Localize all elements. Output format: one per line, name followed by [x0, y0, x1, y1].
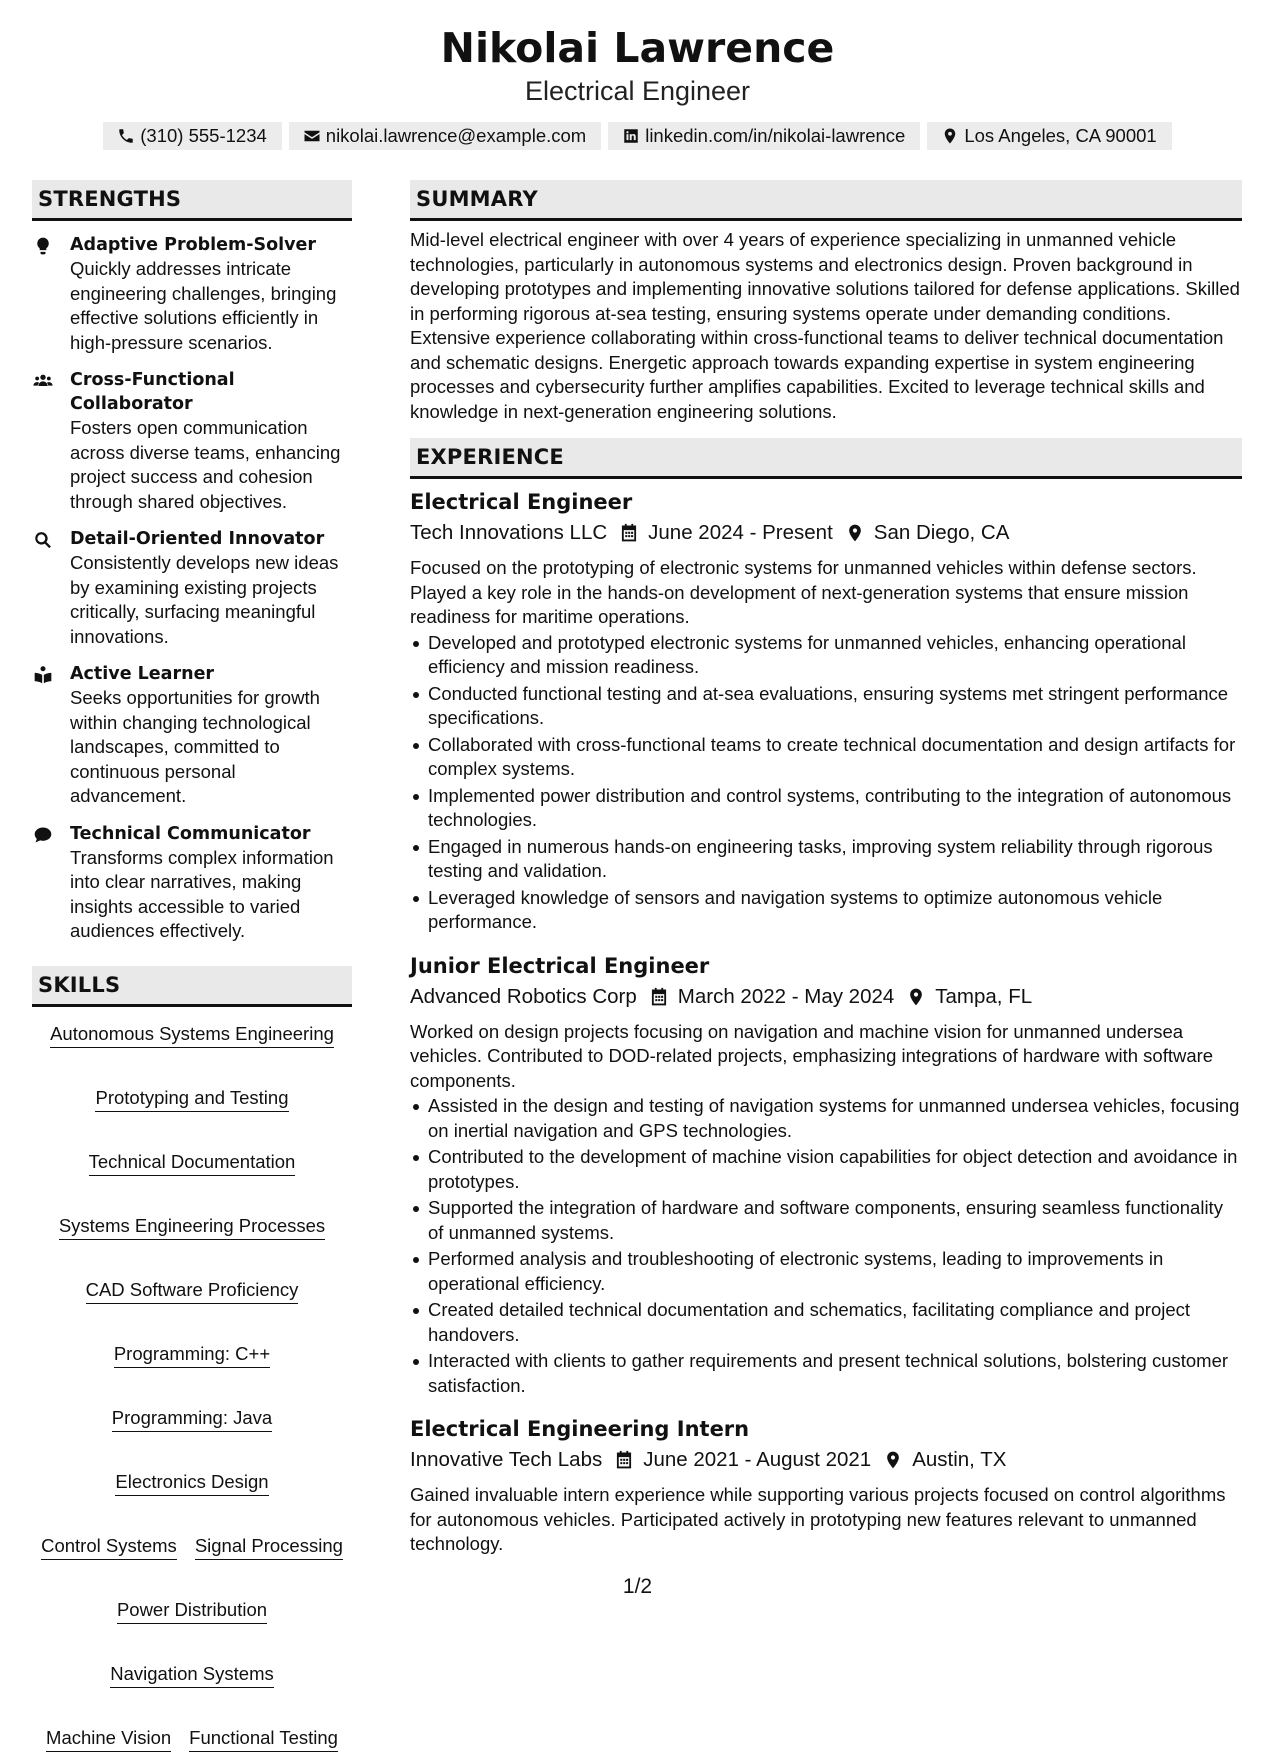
search-icon: [33, 530, 53, 550]
map-pin-icon: [941, 127, 959, 145]
job-dates: June 2024 - Present: [648, 521, 833, 544]
strength-item: [32, 662, 352, 809]
job-entry: [410, 1414, 1242, 1557]
speech-bubble-icon: [33, 825, 53, 845]
job-location: Tampa, FL: [935, 984, 1033, 1008]
calendar-icon: [649, 987, 669, 1007]
contact-phone-text: (310) 555-1234: [140, 125, 267, 146]
left-column: [32, 180, 352, 1752]
strength-item: [32, 368, 352, 514]
calendar-icon: [614, 1450, 634, 1470]
skill-tag: Systems Engineering Processes: [59, 1214, 325, 1240]
job-title: Junior Electrical Engineer: [410, 953, 710, 978]
job-dates: June 2021 - August 2021: [643, 1448, 872, 1471]
strength-title: Detail-Oriented Innovator: [70, 529, 325, 549]
job-bullet: Interacted with clients to gather requirements and present technical solutions, bolstering customer satisfaction.: [410, 1349, 1242, 1398]
skill-tag: Power Distribution: [117, 1598, 267, 1624]
job-bullet: Created detailed technical documentation and schematics, facilitating compliance and project handovers.: [410, 1298, 1242, 1347]
job-entry: [410, 951, 1242, 1399]
job-description: Gained invaluable intern experience while supporting various projects focused on control algorithms for autonomous vehicles. Participated actively in prototyping new features relevant to unmanned technology.: [410, 1484, 1226, 1554]
job-dates: March 2022 - May 2024: [677, 984, 895, 1008]
skill-tag: Prototyping and Testing: [95, 1086, 288, 1112]
contact-email-text: nikolai.lawrence@example.com: [325, 125, 587, 146]
strength-description: Consistently develops new ideas by examining existing projects critically, surfacing meaningful innovations.: [70, 552, 339, 647]
contact-phone: [103, 122, 282, 150]
experience-heading: EXPERIENCE: [410, 438, 1242, 479]
skills-section: [32, 966, 352, 1752]
map-pin-icon: [906, 987, 926, 1007]
job-bullet: Supported the integration of hardware and software components, ensuring seamless functionality of unmanned systems.: [410, 1196, 1242, 1245]
right-column: [410, 180, 1242, 1557]
strength-title: Cross-Functional Collaborator: [70, 370, 235, 414]
job-bullet: Collaborated with cross-functional teams to create technical documentation and design artifacts for complex systems.: [410, 733, 1242, 782]
skill-tag: Programming: Java: [112, 1406, 272, 1432]
job-bullet: Developed and prototyped electronic systems for unmanned vehicles, enhancing operational efficiency and mission readiness.: [410, 631, 1242, 680]
strength-title: Adaptive Problem-Solver: [70, 235, 317, 255]
contact-linkedin: [608, 122, 920, 150]
strength-title: Technical Communicator: [70, 823, 311, 844]
job-title: Electrical Engineer: [410, 490, 633, 514]
job-bullet: Implemented power distribution and control systems, contributing to the integration of autonomous technologies.: [410, 784, 1242, 833]
phone-icon: [117, 127, 135, 145]
summary-text: Mid-level electrical engineer with over 4 years of experience specializing in unmanned vehicle technologies, particularly in autonomous systems and electronics design. Proven background in developing prototypes and implementing innovative solutions tailored for defense applications. Skilled in performing rigorous at-sea testing, ensuring systems operate under demanding conditions. Extensive experience collaborating within cross-functional teams to deliver technical documentation and schematic designs. Energetic approach towards expanding expertise in system engineering processes and cybersecurity further amplifies capabilities. Excited to leverage technical skills and knowledge in next-generation engineering solutions.: [410, 229, 1240, 422]
strength-description: Seeks opportunities for growth within changing technological landscapes, committed to continuous personal advancement.: [70, 687, 320, 806]
map-pin-icon: [883, 1450, 903, 1470]
calendar-icon: [619, 523, 639, 543]
strength-item: [32, 233, 352, 355]
candidate-name: Nikolai Lawrence: [440, 24, 835, 72]
strength-title: Active Learner: [70, 664, 215, 684]
strength-description: Quickly addresses intricate engineering challenges, bringing effective solutions efficiently in high-pressure scenarios.: [70, 258, 337, 353]
contact-email: [289, 122, 601, 150]
users-icon: [33, 371, 53, 391]
map-pin-icon: [845, 523, 865, 543]
job-bullet: Performed analysis and troubleshooting of electronic systems, leading to improvements in operational efficiency.: [410, 1247, 1242, 1296]
skill-tag: Navigation Systems: [110, 1662, 273, 1688]
job-bullets: [410, 1094, 1242, 1398]
skill-tag: Programming: C++: [114, 1342, 270, 1368]
job-meta: [410, 982, 1242, 1012]
job-entry: [410, 487, 1242, 935]
contact-location-text: Los Angeles, CA 90001: [964, 125, 1157, 146]
skill-tag: Control Systems: [41, 1534, 177, 1560]
job-company: Tech Innovations LLC: [410, 521, 608, 544]
skill-tag: Functional Testing: [189, 1726, 338, 1752]
strength-item: [32, 822, 352, 944]
job-title: Electrical Engineering Intern: [410, 1417, 750, 1441]
skill-tag: Electronics Design: [115, 1470, 268, 1496]
skill-tag: Technical Documentation: [89, 1150, 296, 1176]
lightbulb-icon: [33, 236, 53, 256]
job-bullet: Leveraged knowledge of sensors and navigation systems to optimize autonomous vehicle performance.: [410, 886, 1242, 935]
strengths-list: [32, 233, 352, 944]
candidate-title: Electrical Engineer: [524, 76, 751, 106]
job-location: Austin, TX: [912, 1448, 1007, 1471]
summary-heading: SUMMARY: [410, 180, 1242, 221]
job-bullets: [410, 631, 1242, 935]
job-description: Worked on design projects focusing on navigation and machine vision for unmanned undersea vehicles. Contributed to DOD-related projects, emphasizing integrations of hardware with software components.: [410, 1020, 1214, 1091]
job-meta: [410, 518, 1242, 548]
job-bullet: Contributed to the development of machine vision capabilities for object detection and avoidance in prototypes.: [410, 1145, 1242, 1194]
linkedin-icon: [622, 127, 640, 145]
job-bullet: Conducted functional testing and at-sea evaluations, ensuring systems met stringent performance specifications.: [410, 682, 1242, 731]
skill-tag: Machine Vision: [46, 1726, 171, 1752]
job-company: Innovative Tech Labs: [410, 1448, 603, 1471]
strength-description: Transforms complex information into clear narratives, making insights accessible to varied audiences effectively.: [70, 846, 334, 941]
contact-linkedin-text: linkedin.com/in/nikolai-lawrence: [645, 125, 906, 146]
contact-location: [927, 122, 1171, 150]
job-bullet: Engaged in numerous hands-on engineering tasks, improving system reliability through rigorous testing and validation.: [410, 835, 1242, 884]
skills-list: [32, 1022, 352, 1752]
skill-tag: Signal Processing: [195, 1534, 343, 1560]
strength-description: Fosters open communication across diverse teams, enhancing project success and cohesion through shared objectives.: [70, 417, 341, 512]
job-location: San Diego, CA: [873, 521, 1010, 544]
job-description: Focused on the prototyping of electronic systems for unmanned vehicles within defense sectors. Played a key role in the hands-on development of next-generation systems that ensure mission readiness for maritime operations.: [410, 557, 1197, 627]
strength-item: [32, 527, 352, 649]
contact-bar: [0, 122, 1275, 150]
skills-heading: SKILLS: [32, 966, 352, 1007]
skill-tag: CAD Software Proficiency: [86, 1278, 299, 1304]
strengths-heading: STRENGTHS: [32, 180, 352, 221]
job-bullet: Assisted in the design and testing of navigation systems for unmanned undersea vehicles, focusing on inertial navigation and GPS technologies.: [410, 1094, 1242, 1143]
job-meta: [410, 1445, 1242, 1475]
resume-header: [0, 22, 1275, 150]
job-company: Advanced Robotics Corp: [410, 984, 637, 1008]
skill-tag: Autonomous Systems Engineering: [50, 1022, 334, 1048]
book-reader-icon: [33, 665, 53, 685]
page-number: 1/2: [622, 1575, 653, 1598]
envelope-icon: [303, 127, 321, 145]
